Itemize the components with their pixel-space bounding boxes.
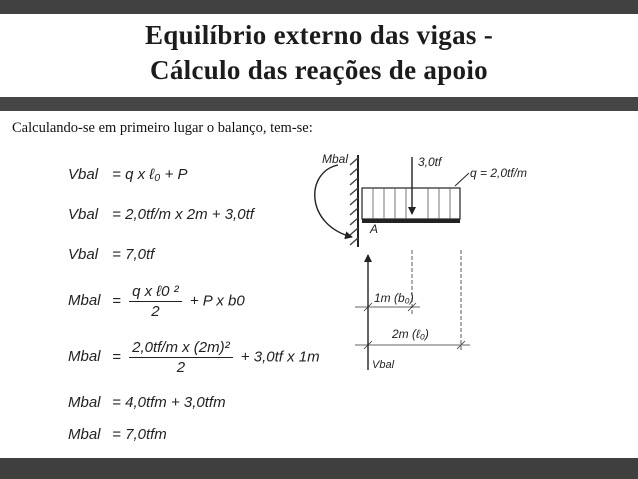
equation-lhs: Mbal (68, 348, 101, 366)
fraction-numerator: q x ℓ0 ² (129, 283, 182, 302)
bottom-bar (0, 458, 638, 479)
equation-lhs: Vbal (68, 166, 99, 183)
title-line-2: Cálculo das reações de apoio (150, 55, 488, 85)
equation-tail: + P x b0 (189, 292, 245, 310)
equation-tail: + 3,0tf x 1m (240, 348, 320, 366)
distributed-load-label: q = 2,0tf/m (470, 166, 528, 180)
equation-lhs: Mbal (68, 426, 101, 443)
moment-label: Mbal (322, 152, 349, 166)
equation-rhs: = 2,0tf/m x 2m + 3,0tf (112, 206, 254, 223)
equation-lhs: Mbal (68, 394, 101, 411)
equation-rhs: = 7,0tf (112, 246, 155, 263)
intro-text: Calculando-se em primeiro lugar o balanço, tem-se: (12, 120, 313, 136)
equation-eq: = (112, 348, 121, 366)
dimension-label-1: 1m (b₀) (374, 291, 414, 305)
equation-eq: = (112, 292, 121, 310)
equation-rhs: = q x ℓ₀ + P (112, 166, 188, 183)
support-label: A (370, 222, 379, 236)
moment-arrow (315, 165, 352, 237)
dimension-label-2: 2m (ℓ₀) (392, 327, 429, 341)
reaction-label: Vbal (372, 359, 395, 371)
fraction-numerator: 2,0tf/m x (2m)² (129, 339, 233, 358)
point-load-label: 3,0tf (418, 155, 442, 169)
equation-lhs: Vbal (68, 206, 99, 223)
wall-support (350, 155, 358, 247)
fraction-denominator: 2 (151, 303, 160, 320)
equation-rhs: = 4,0tfm + 3,0tfm (112, 394, 226, 411)
fraction-denominator: 2 (176, 359, 186, 376)
equation-rhs: = 7,0tfm (112, 426, 167, 443)
equation-lhs: Mbal (68, 292, 101, 310)
load-leader (455, 173, 469, 186)
equation-lhs: Vbal (68, 246, 99, 263)
title-line-1: Equilíbrio externo das vigas - (144, 20, 494, 50)
distributed-load (362, 188, 460, 219)
